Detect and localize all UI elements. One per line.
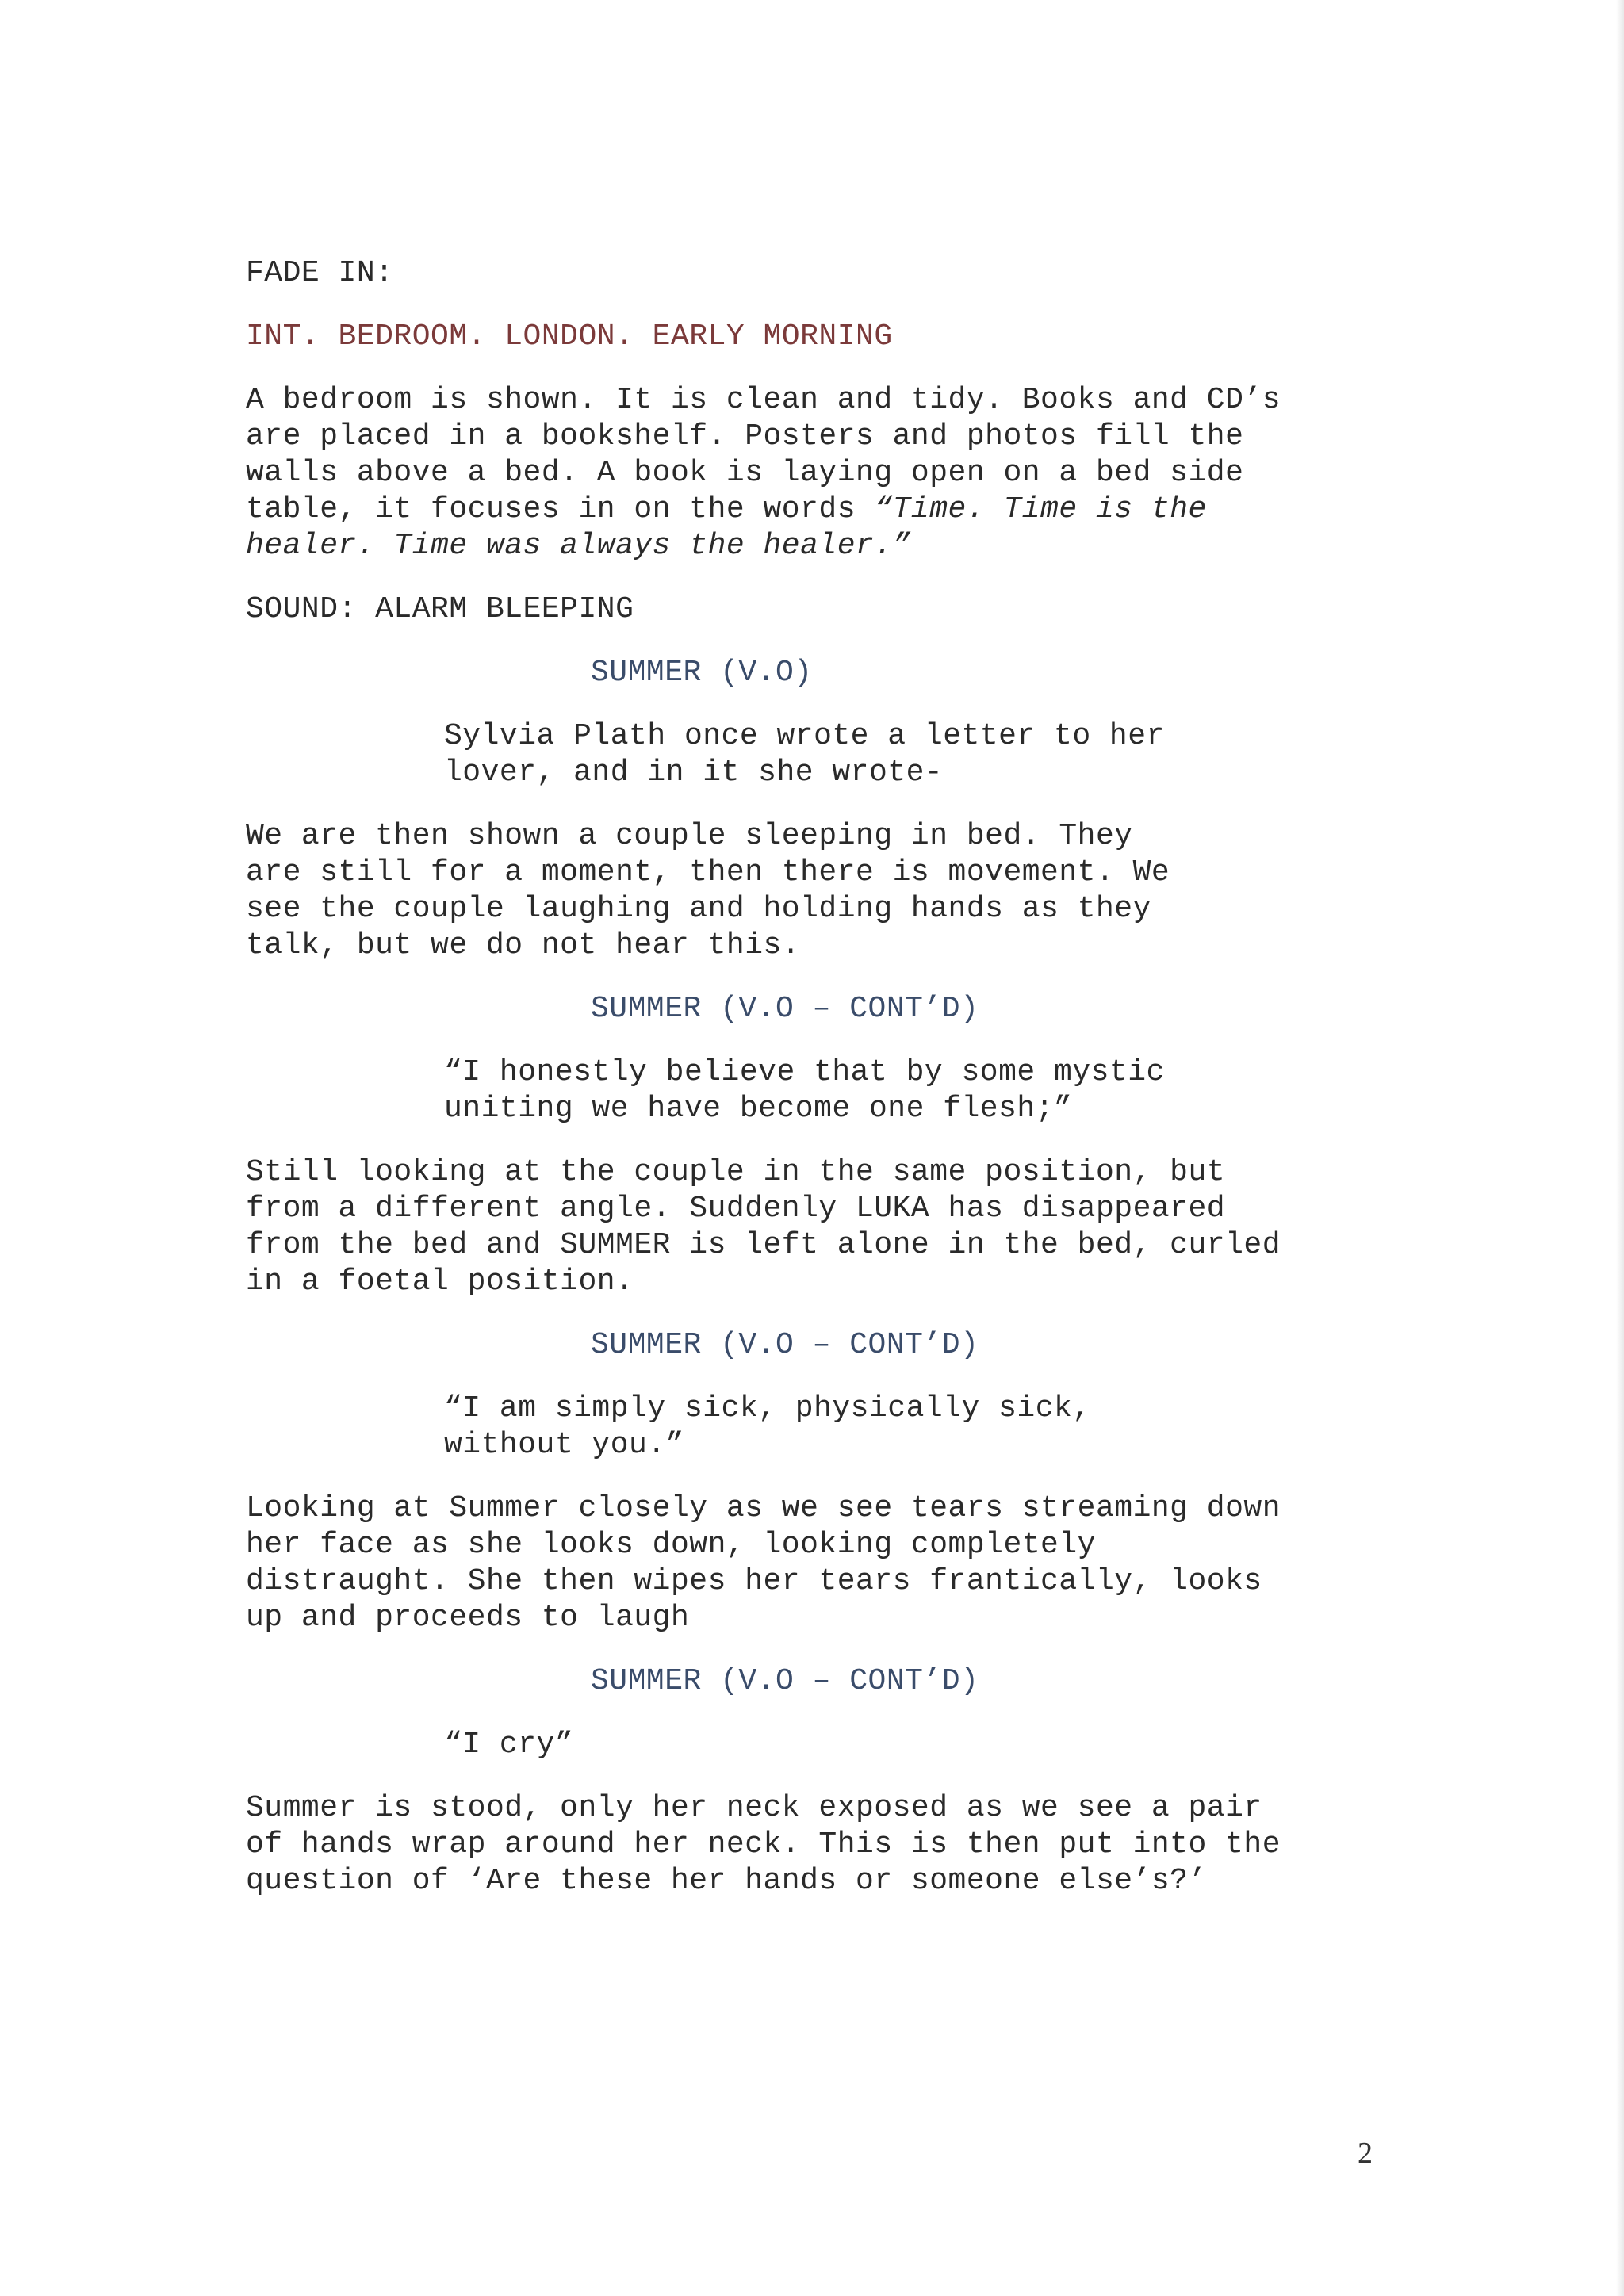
dialogue-block-4 [444, 1727, 1372, 1763]
character-cue: SUMMER (V.O) [591, 656, 813, 690]
transition-fade-in: FADE IN: [246, 256, 394, 290]
book-quote-text: healer. Time was always the healer.” [246, 529, 911, 563]
dialogue-line: “I honestly believe that by some mystic [444, 1055, 1165, 1089]
action-block-4 [246, 1490, 1372, 1636]
character-cue: SUMMER (V.O – CONT’D) [591, 1328, 979, 1362]
action-text: table, it focuses in on the words [246, 492, 875, 526]
dialogue-block-1 [444, 718, 1372, 791]
dialogue-line: “I cry” [444, 1728, 574, 1762]
action-line: Looking at Summer closely as we see tears streaming down [246, 1491, 1281, 1525]
dialogue-block-3 [444, 1391, 1372, 1464]
action-block-1 [246, 382, 1372, 564]
character-cue: SUMMER (V.O – CONT’D) [591, 1664, 979, 1698]
action-line: of hands wrap around her neck. This is then put into the [246, 1827, 1281, 1862]
action-line: A bedroom is shown. It is clean and tidy. Books and CD’s [246, 383, 1281, 417]
action-line: see the couple laughing and holding hands as they [246, 892, 1151, 926]
action-line: are placed in a bookshelf. Posters and photos fill the [246, 419, 1244, 453]
action-line: question of ‘Are these her hands or someone else’s?’ [246, 1864, 1207, 1898]
action-line: from the bed and SUMMER is left alone in the bed, curled [246, 1228, 1281, 1262]
action-line: Still looking at the couple in the same position, but [246, 1155, 1226, 1189]
character-cue: SUMMER (V.O – CONT’D) [591, 992, 979, 1026]
dialogue-line: without you.” [444, 1428, 684, 1462]
sound-cue: SOUND: ALARM BLEEPING [246, 592, 634, 626]
page-edge-shadow [1616, 0, 1624, 2296]
action-line: distraught. She then wipes her tears frantically, looks [246, 1564, 1262, 1598]
action-line: We are then shown a couple sleeping in bed. They [246, 819, 1133, 853]
dialogue-line: uniting we have become one flesh;” [444, 1092, 1073, 1126]
script-body [246, 255, 1372, 1927]
page-number: 2 [1358, 2137, 1373, 2170]
scene-heading: INT. BEDROOM. LONDON. EARLY MORNING [246, 320, 893, 354]
action-line [246, 492, 1372, 528]
action-line: in a foetal position. [246, 1265, 634, 1299]
action-line: talk, but we do not hear this. [246, 928, 801, 962]
action-line: Summer is stood, only her neck exposed as we see a pair [246, 1791, 1262, 1825]
action-line: are still for a moment, then there is movement. We [246, 855, 1170, 890]
action-block-3 [246, 1154, 1372, 1300]
action-line: her face as she looks down, looking completely [246, 1528, 1096, 1562]
action-line: up and proceeds to laugh [246, 1601, 690, 1635]
dialogue-block-2 [444, 1054, 1372, 1127]
book-quote-text: “Time. Time is the [874, 492, 1207, 526]
action-block-2 [246, 818, 1372, 964]
dialogue-line: “I am simply sick, physically sick, [444, 1391, 1091, 1425]
action-line: walls above a bed. A book is laying open on a bed side [246, 456, 1244, 490]
dialogue-line: Sylvia Plath once wrote a letter to her [444, 719, 1165, 753]
action-block-5 [246, 1790, 1372, 1900]
action-line: from a different angle. Suddenly LUKA has disappeared [246, 1192, 1226, 1226]
dialogue-line: lover, and in it she wrote- [444, 756, 944, 790]
